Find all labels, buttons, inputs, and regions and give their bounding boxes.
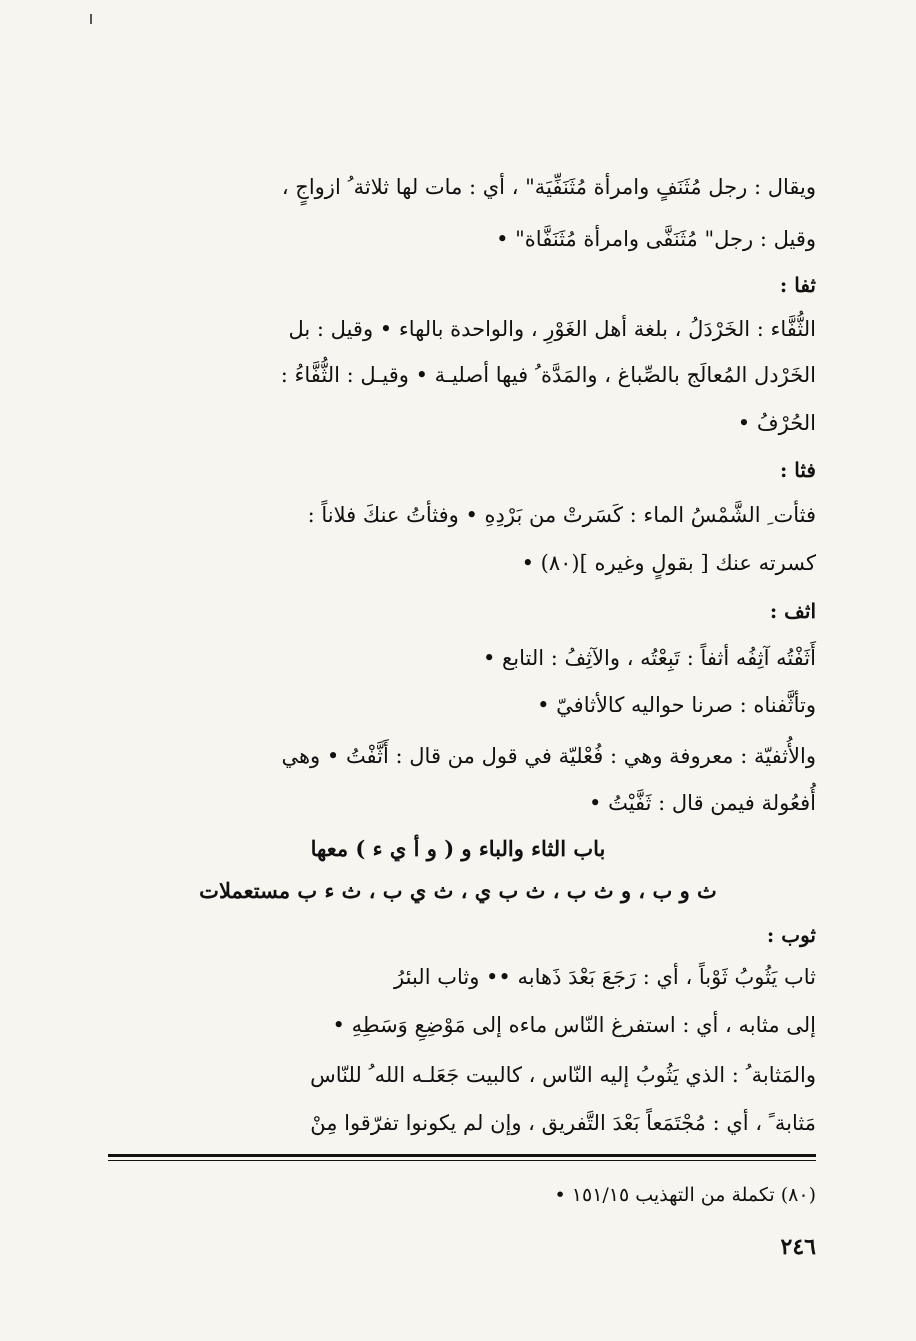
chapter-title: باب الثاء والباء و ( و أ ي ء ) معها bbox=[310, 836, 606, 861]
page-number: ٢٤٦ bbox=[780, 1234, 816, 1260]
text-line-5: الخَرْدل المُعالَج بالصِّباغ ، والمَدَّة ُ فيها أصليـة • وقيـل : الثُّفَّاءُ : bbox=[280, 363, 816, 387]
text-line-6: الحُرْفُ • bbox=[737, 411, 816, 435]
text-line-9: كسرته عنك [ بقولٍ وغيره ](٨٠) • bbox=[521, 551, 816, 575]
text-line-18: ثاب يَثُوبُ ثَوْباً ، أي : رَجَعَ بَعْدَ ذَهابه •• وثاب البئرُ bbox=[394, 965, 816, 989]
text-line-4: الثُّفَّاء : الخَرْدَلُ ، بلغة أهل الغَوْرِ ، والواحدة بالهاء • وقيل : بل bbox=[288, 317, 816, 341]
entry-heading-fatha: فثا : bbox=[779, 458, 816, 482]
text-line-13: والأُثفيّة : معروفة وهي : فُعْليّة في قول من قال : أَثَّفْتُ • وهي bbox=[281, 744, 816, 768]
text-line-21: مَثابة ً ، أي : مُجْتَمَعاً بَعْدَ التَّفريق ، وإن لم يكونوا تفرّقوا مِنْ bbox=[310, 1111, 816, 1135]
text-line-14: أُفعُولة فيمن قال : ثَفَّيْتُ • bbox=[589, 791, 816, 815]
chapter-subtitle: ث و ب ، و ث ب ، ث ب ي ، ث ي ب ، ث ء ب مستعملات bbox=[199, 878, 717, 903]
footnote-divider bbox=[108, 1154, 816, 1157]
text-line-1: ويقال : رجل مُثَنَفٍ وامرأة مُثَنَفِّيَة" ، أي : مات لها ثلاثة ُ ازواجٍ ، bbox=[281, 175, 816, 199]
scan-mark bbox=[90, 14, 92, 24]
text-line-8: فثأت ِ الشَّمْسُ الماء : كَسَرتْ من بَرْدِهِ • وفثأتُ عنكَ فلاناً : bbox=[307, 503, 816, 527]
text-line-11: أَثَفْتُه آثِفُه أثفاً : تَبِعْتُه ، والآثِفُ : التابع • bbox=[483, 646, 816, 670]
entry-heading-thfa: ثفا : bbox=[779, 273, 816, 297]
text-line-20: والمَثابة ُ : الذي يَثُوبُ إليه النّاس ، كالبيت جَعَلـه الله ُ للنّاس bbox=[310, 1063, 816, 1087]
entry-heading-athf: اثف : bbox=[769, 599, 816, 623]
text-line-19: إلى مثابه ، أي : استفرغ النّاس ماءه إلى مَوْضِعِ وَسَطِهِ • bbox=[332, 1013, 816, 1037]
footnote-divider-thin bbox=[108, 1160, 816, 1161]
text-line-2: وقيل : رجل" مُثَنَفَّى وامرأة مُثَنَفَّاة" • bbox=[496, 227, 816, 251]
text-line-12: وتأثَّفناه : صرنا حواليه كالأثافيّ • bbox=[537, 693, 816, 717]
entry-heading-thawb: ثوب : bbox=[766, 923, 816, 947]
footnote: (٨٠) تكملة من التهذيب ١٥١/١٥ • bbox=[554, 1184, 816, 1206]
